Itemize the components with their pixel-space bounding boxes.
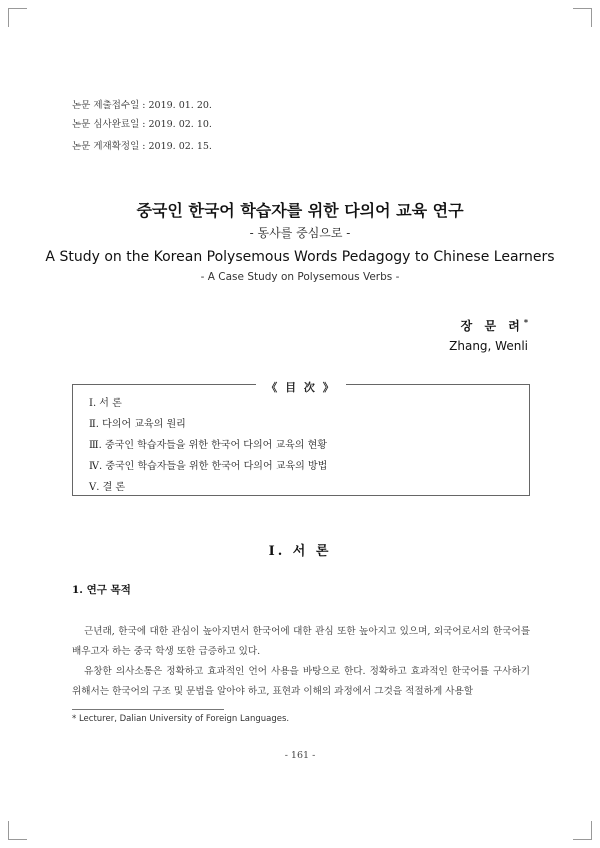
reviewed-date: 논문 심사완료일 : 2019. 02. 10. <box>72 119 212 130</box>
submission-dates <box>72 96 212 156</box>
body-text <box>72 622 530 702</box>
section-heading: Ⅰ. 서 론 <box>268 544 332 559</box>
korean-subtitle: - 동사를 중심으로 - <box>249 226 351 240</box>
author-korean-name <box>449 312 528 336</box>
toc-list <box>89 393 327 498</box>
toc-item: Ⅱ. 다의어 교육의 원리 <box>89 419 186 430</box>
crop-mark-top-left <box>8 8 27 27</box>
footnote: * Lecturer, Dalian University of Foreign Languages. <box>72 714 290 724</box>
paragraph: 유창한 의사소통은 정확하고 효과적인 언어 사용을 바탕으로 한다. 정확하고 효과적인 한국어를 구사하기 위해서는 한국어의 구조 및 문법을 알아야 하고, 표현과 이해의 과정에서 그것을 적절하게 사용할 <box>72 666 530 697</box>
crop-mark-bottom-right <box>573 821 592 840</box>
author-english-name: Zhang, Wenli <box>449 339 528 353</box>
toc-heading-text: 《 目 次 》 <box>256 381 346 394</box>
subsection-heading: 1. 연구 목적 <box>72 584 131 596</box>
crop-mark-top-right <box>573 8 592 27</box>
toc-item: Ⅳ. 중국인 학습자들을 위한 한국어 다의어 교육의 방법 <box>89 461 328 472</box>
toc-item: Ⅰ. 서 론 <box>89 398 122 409</box>
author-block <box>449 312 528 356</box>
footnote-mark: * <box>523 317 528 327</box>
toc-item: Ⅲ. 중국인 학습자들을 위한 한국어 다의어 교육의 현황 <box>89 440 327 451</box>
toc-item: Ⅴ. 결 론 <box>89 482 126 493</box>
author-korean-name-text: 장 문 려 <box>460 319 524 333</box>
paragraph: 근년래, 한국에 대한 관심이 높아지면서 한국어에 대한 관심 또한 높아지고 있으며, 외국어로서의 한국어를 배우고자 하는 중국 학생 또한 급증하고 있다. <box>72 626 530 657</box>
crop-mark-bottom-left <box>8 821 27 840</box>
english-title: A Study on the Korean Polysemous Words Pedagogy to Chinese Learners <box>45 249 555 265</box>
title-block <box>40 200 560 286</box>
accepted-date: 논문 게재확정일 : 2019. 02. 15. <box>72 141 212 152</box>
korean-title: 중국인 한국어 학습자를 위한 다의어 교육 연구 <box>136 201 464 220</box>
page-number: - 161 - <box>284 750 316 761</box>
footnote-rule <box>72 709 224 710</box>
english-subtitle: - A Case Study on Polysemous Verbs - <box>200 271 400 283</box>
table-of-contents <box>72 381 530 496</box>
received-date: 논문 제출접수일 : 2019. 01. 20. <box>72 100 212 111</box>
